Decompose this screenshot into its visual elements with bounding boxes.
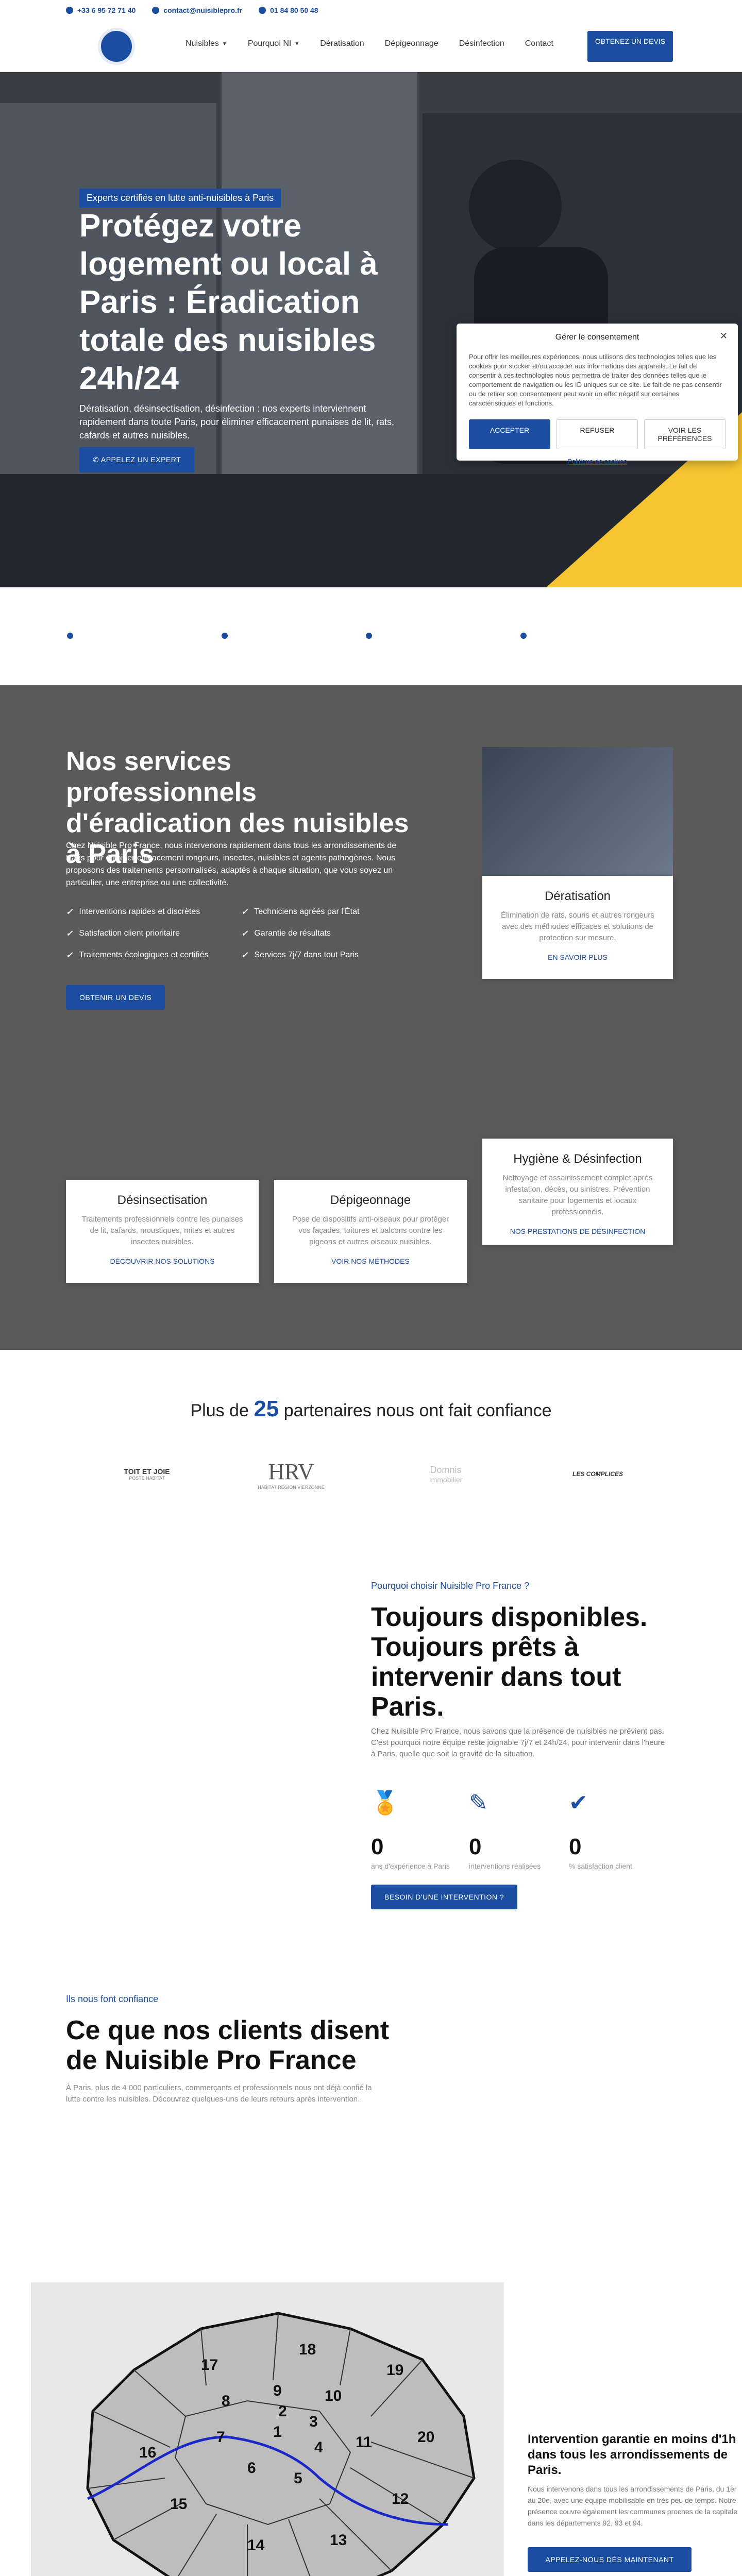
check-icon: ✓ <box>241 908 248 917</box>
testimonials-description: À Paris, plus de 4 000 particuliers, commerçants et professionnels nous ont déjà confié la lutte contre les nuisibles. Découvrez quelques-uns de leurs retours après intervention. <box>66 2083 372 2104</box>
map-label[interactable]: 16 <box>139 2444 157 2461</box>
check-icon: ✓ <box>66 929 73 938</box>
map-label[interactable]: 7 <box>216 2429 225 2446</box>
hero-title: Protégez votre logement ou local à Paris : Éradication totale des nuisibles 24h/24 <box>79 208 378 396</box>
map-title: Intervention garantie en moins d'1h dans tous les arrondissements de Paris. <box>528 2432 736 2477</box>
map-label[interactable]: 4 <box>314 2439 323 2456</box>
cookie-accept-button[interactable]: ACCEPTER <box>469 419 550 449</box>
paris-map <box>31 2282 504 2576</box>
check-icon: ✓ <box>241 929 248 938</box>
card-text: Traitements professionnels contre les punaises de lit, cafards, moustiques, mites et autres insectes nuisibles. <box>81 1215 243 1246</box>
close-icon[interactable]: ✕ <box>719 331 728 341</box>
nav-item-contact[interactable]: Contact <box>525 39 553 48</box>
card-link[interactable]: VOIR NOS MÉTHODES <box>331 1257 410 1265</box>
availability-kicker: Pourquoi choisir Nuisible Pro France ? <box>371 1581 530 1591</box>
chevron-down-icon: ▼ <box>294 41 300 47</box>
check-icon: ✓ <box>66 951 73 960</box>
call-expert-button[interactable]: ✆ APPELEZ UN EXPERT <box>79 447 194 472</box>
phone-icon: ✆ <box>93 455 101 464</box>
service-card-desinsectisation <box>66 1180 259 1283</box>
chevron-down-icon: ▼ <box>222 41 227 47</box>
cookie-text: Pour offrir les meilleures expériences, nous utilisons des technologies telles que les cookies pour stocker et/ou accéder aux informations des appareils. Le fait de consentir à ces technologies nous permettra de traiter des données telles que le comportement de navigation ou les ID uniques sur ce site. Le fait de ne pas consentir ou de retirer son consentement peut avoir un effet négatif sur certaines caractéristiques et fonctions. <box>469 353 722 407</box>
card-text: Élimination de rats, souris et autres rongeurs avec des méthodes efficaces et solutions de protection sur mesure. <box>501 911 654 942</box>
availability-title: Toujours disponibles. Toujours prêts à intervenir dans tout Paris. <box>371 1602 648 1722</box>
card-text: Pose de dispositifs anti-oiseaux pour protéger vos façades, toitures et balcons contre les pigeons et autres oiseaux nuisibles. <box>292 1215 449 1246</box>
partner-logo: LES COMPLICES <box>572 1470 623 1478</box>
map-label[interactable]: 5 <box>294 2470 302 2487</box>
get-quote-button[interactable]: OBTENIR UN DEVIS <box>66 985 165 1010</box>
card-text: Nettoyage et assainissement complet après infestation, décès, ou sinistres. Prévention sanitaire pour logements et locaux professionnels. <box>502 1174 653 1216</box>
partners-section <box>0 1350 742 1530</box>
availability-section <box>0 1530 742 1968</box>
topbar-email[interactable]: contact@nuisiblepro.fr <box>152 6 242 14</box>
cookie-refuse-button[interactable]: REFUSER <box>556 419 638 449</box>
site-header <box>0 21 742 72</box>
nav-item-nuisibles[interactable]: Nuisibles ▼ <box>185 39 227 48</box>
map-label[interactable]: 3 <box>309 2413 318 2430</box>
check-icon: ✓ <box>241 951 248 960</box>
dot-icon <box>67 633 73 639</box>
check-item: ✓ Techniciens agréés par l'État <box>241 907 360 917</box>
card-link[interactable]: EN SAVOIR PLUS <box>548 953 608 961</box>
divider-strip <box>0 587 742 685</box>
map-label[interactable]: 9 <box>273 2382 282 2399</box>
testimonials-section <box>0 1968 742 2267</box>
map-label[interactable]: 1 <box>273 2424 282 2441</box>
check-icon: ✔ <box>569 1790 588 1816</box>
map-label[interactable]: 17 <box>201 2357 218 2374</box>
services-checklist <box>66 907 416 960</box>
check-icon: ✓ <box>66 908 73 917</box>
dot-icon <box>222 633 228 639</box>
services-description: Chez Nuisible Pro France, nous intervenons rapidement dans tous les arrondissements de Paris pour éliminer efficacement rongeurs, insectes, nuisibles et agents pathogènes. Nous proposons des traitements personnalisés, adaptés à chaque situation, que vous soyez un particulier, une entreprise ou une collectivité. <box>66 841 397 887</box>
mail-icon <box>152 7 159 14</box>
map-label[interactable]: 20 <box>417 2429 435 2446</box>
service-card-hygiene <box>482 1139 673 1245</box>
service-card-deratisation <box>482 876 673 979</box>
map-label[interactable]: 8 <box>222 2393 230 2410</box>
cookie-consent-dialog <box>457 324 738 465</box>
call-now-button[interactable]: APPELEZ-NOUS DÈS MAINTENANT <box>528 2547 692 2572</box>
cookie-preferences-button[interactable]: VOIR LES PRÉFÉRENCES <box>644 419 726 449</box>
partner-logo: HRV HABITAT REGION VIERZONNE <box>258 1459 325 1490</box>
nav-item-desinfection[interactable]: Désinfection <box>459 39 504 48</box>
stat-interventions: ✎ 0 interventions réalisées <box>469 1788 562 1870</box>
phone-icon <box>66 7 73 14</box>
partners-count: 25 <box>254 1396 279 1421</box>
check-item: ✓ Garantie de résultats <box>241 929 331 938</box>
stat-satisfaction: ✔ 0 % satisfaction client <box>569 1788 662 1870</box>
medal-icon: 🏅 <box>371 1790 399 1816</box>
topbar-phone-2[interactable]: 01 84 80 50 48 <box>259 6 318 14</box>
nav-item-pourquoi[interactable]: Pourquoi NI ▼ <box>247 39 300 48</box>
dot-icon <box>520 633 527 639</box>
card-title: Hygiène & Désinfection <box>513 1152 642 1166</box>
cookie-policy-link[interactable]: Politique de cookies <box>567 457 627 465</box>
card-title: Dépigeonnage <box>330 1193 411 1207</box>
map-label[interactable]: 6 <box>247 2460 256 2477</box>
map-label[interactable]: 11 <box>356 2434 372 2451</box>
nav-item-deratisation[interactable]: Dératisation <box>320 39 364 48</box>
services-title: Nos services professionnels d'éradication des nuisibles à Paris <box>66 747 409 869</box>
testimonials-kicker: Ils nous font confiance <box>66 1994 159 2004</box>
hero-kicker: Experts certifiés en lutte anti-nuisibles à Paris <box>79 189 281 208</box>
site-logo[interactable] <box>98 28 135 65</box>
partner-logo: Domnis Immobilier <box>429 1464 463 1484</box>
card-title: Dératisation <box>544 889 611 903</box>
dot-icon <box>366 633 372 639</box>
check-item: ✓ Services 7j/7 dans tout Paris <box>241 951 359 960</box>
map-label[interactable]: 12 <box>392 2490 409 2507</box>
topbar <box>0 0 742 21</box>
card-link[interactable]: NOS PRESTATIONS DE DÉSINFECTION <box>510 1227 646 1235</box>
hero-description: Dératisation, désinsectisation, désinfection : nos experts interviennent rapidement dans toute Paris, pour éliminer efficacement punaises de lit, rats, cafards et autres nuisibles. <box>79 403 394 440</box>
check-item: ✓ Satisfaction client prioritaire <box>66 929 180 938</box>
phone-icon <box>259 7 266 14</box>
pen-icon: ✎ <box>469 1790 488 1816</box>
map-label[interactable]: 15 <box>170 2496 188 2513</box>
services-section <box>0 685 742 1350</box>
map-label[interactable]: 13 <box>330 2532 347 2549</box>
map-description: Nous intervenons dans tous les arrondissements de Paris, du 1er au 20e, avec une équipe mobilisable en très peu de temps. Notre présence couvre également les communes proches de la capitale dans les départements 92, 93 et 94. <box>528 2485 738 2527</box>
nav-item-depigeonnage[interactable]: Dépigeonnage <box>384 39 439 48</box>
quote-button[interactable]: OBTENEZ UN DEVIS <box>587 31 673 62</box>
map-label[interactable]: 14 <box>247 2537 265 2554</box>
stat-experience: 🏅 0 ans d'expérience à Paris <box>371 1788 464 1870</box>
map-section <box>0 2267 742 2576</box>
availability-description: Chez Nuisible Pro France, nous savons que la présence de nuisibles ne prévient pas. C'est pourquoi notre équipe reste joignable 7j/7 et 24h/24, pour intervenir dans l'heure à Paris, quelle que soit la gravité de la situation. <box>371 1727 665 1758</box>
card-title: Désinsectisation <box>117 1193 208 1207</box>
map-label[interactable]: 18 <box>299 2341 316 2358</box>
technician-photo <box>482 747 673 876</box>
check-item: ✓ Traitements écologiques et certifiés <box>66 951 209 960</box>
check-item: ✓ Interventions rapides et discrètes <box>66 907 200 917</box>
map-label[interactable]: 10 <box>325 2387 342 2404</box>
cookie-title: Gérer le consentement <box>555 333 639 342</box>
card-link[interactable]: DÉCOUVRIR NOS SOLUTIONS <box>110 1257 215 1265</box>
main-nav <box>185 39 553 48</box>
testimonials-title: Ce que nos clients disent de Nuisible Pro France <box>66 2015 390 2075</box>
paris-arrondissements-map <box>31 2282 504 2576</box>
map-label[interactable]: 2 <box>278 2403 287 2420</box>
partners-title: Plus de 25 partenaires nous ont fait confiance <box>190 1396 552 1421</box>
partner-logo: TOIT ET JOIE POSTE HABITAT <box>124 1467 170 1481</box>
need-intervention-button[interactable]: BESOIN D'UNE INTERVENTION ? <box>371 1885 517 1909</box>
topbar-phone[interactable]: +33 6 95 72 71 40 <box>66 6 136 14</box>
service-card-depigeonnage <box>274 1180 467 1283</box>
map-label[interactable]: 19 <box>386 2362 404 2379</box>
